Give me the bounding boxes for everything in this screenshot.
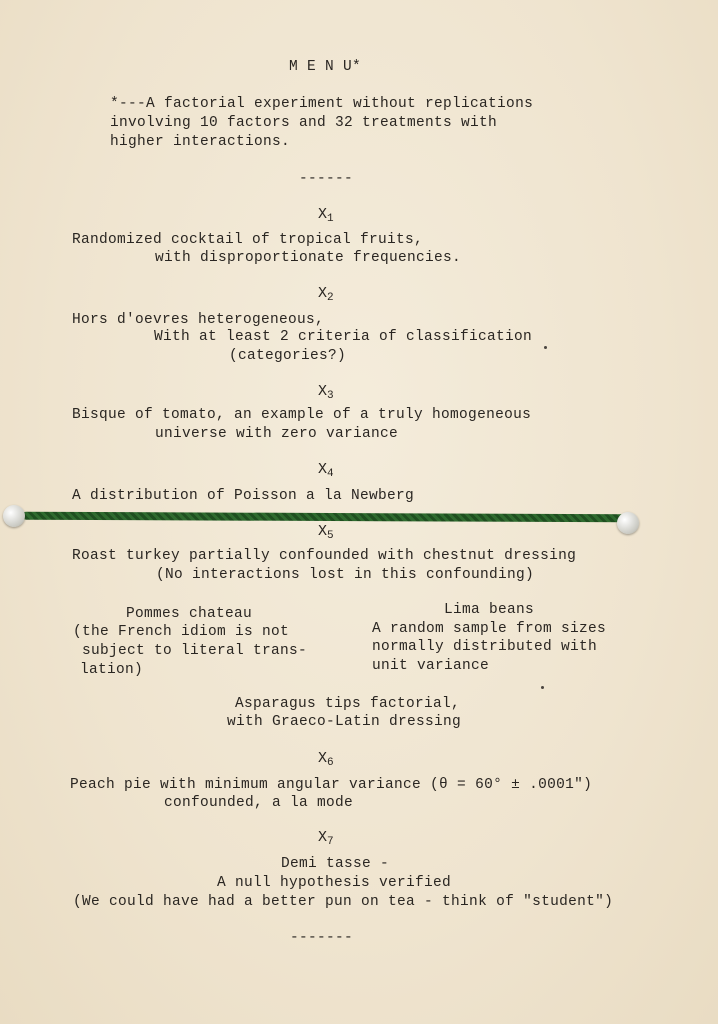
course-x1-line: with disproportionate frequencies. <box>155 250 462 266</box>
right-binding-knob <box>617 512 639 534</box>
course-x2-line: With at least 2 criteria of classification <box>154 329 533 345</box>
side-right-line: Lima beans <box>444 602 535 618</box>
side-right-line: A random sample from sizes <box>372 621 607 637</box>
side-left-line: subject to literal trans- <box>82 643 308 659</box>
course-x7-line: Demi tasse - <box>281 856 390 872</box>
course-x7-line: (We could have had a better pun on tea - think of "student") <box>73 894 614 910</box>
side-right-line: unit variance <box>372 658 490 674</box>
course-x7-line: A null hypothesis verified <box>217 875 452 891</box>
paper-speck <box>544 346 547 349</box>
side-left-line: (the French idiom is not <box>73 624 290 640</box>
course-x6-line: confounded, a la mode <box>164 795 354 811</box>
course-x4-line: A distribution of Poisson a la Newberg <box>72 488 415 504</box>
footnote-line: involving 10 factors and 32 treatments with <box>110 115 498 131</box>
course-x5-line: (No interactions lost in this confounding) <box>156 567 535 583</box>
course-x2-label: $X_2$ <box>318 285 334 304</box>
green-binding-cord <box>22 512 630 523</box>
divider-bottom: ------- <box>290 930 354 946</box>
course-x1-line: Randomized cocktail of tropical fruits, <box>72 232 424 248</box>
course-x6-label: $X_6$ <box>318 750 334 769</box>
side-right-line: normally distributed with <box>372 639 598 655</box>
footnote-line: *---A factorial experiment without replications <box>110 96 534 112</box>
asparagus-line: Asparagus tips factorial, <box>235 696 461 712</box>
course-x1-label: $X_1$ <box>318 206 334 225</box>
course-x7-label: $X_7$ <box>318 829 334 848</box>
menu-title: M E N U* <box>289 59 362 75</box>
course-x5-label: $X_5$ <box>318 523 334 542</box>
side-left-line: lation) <box>80 662 144 678</box>
course-x2-line: (categories?) <box>229 348 347 364</box>
divider-top: ------ <box>299 171 354 187</box>
course-x3-line: Bisque of tomato, an example of a truly homogeneous <box>72 407 532 423</box>
course-x6-line: Peach pie with minimum angular variance (θ = 60° ± .0001") <box>70 777 593 793</box>
course-x4-label: $X_4$ <box>318 461 334 480</box>
course-x2-line: Hors d'oevres heterogeneous, <box>72 312 325 328</box>
course-x5-line: Roast turkey partially confounded with chestnut dressing <box>72 548 577 564</box>
paper-speck <box>541 686 544 689</box>
side-left-line: Pommes chateau <box>126 606 253 622</box>
asparagus-line: with Graeco-Latin dressing <box>227 714 462 730</box>
course-x3-label: $X_3$ <box>318 383 334 402</box>
footnote-line: higher interactions. <box>110 134 291 150</box>
course-x3-line: universe with zero variance <box>155 426 399 442</box>
left-binding-knob <box>3 505 25 527</box>
